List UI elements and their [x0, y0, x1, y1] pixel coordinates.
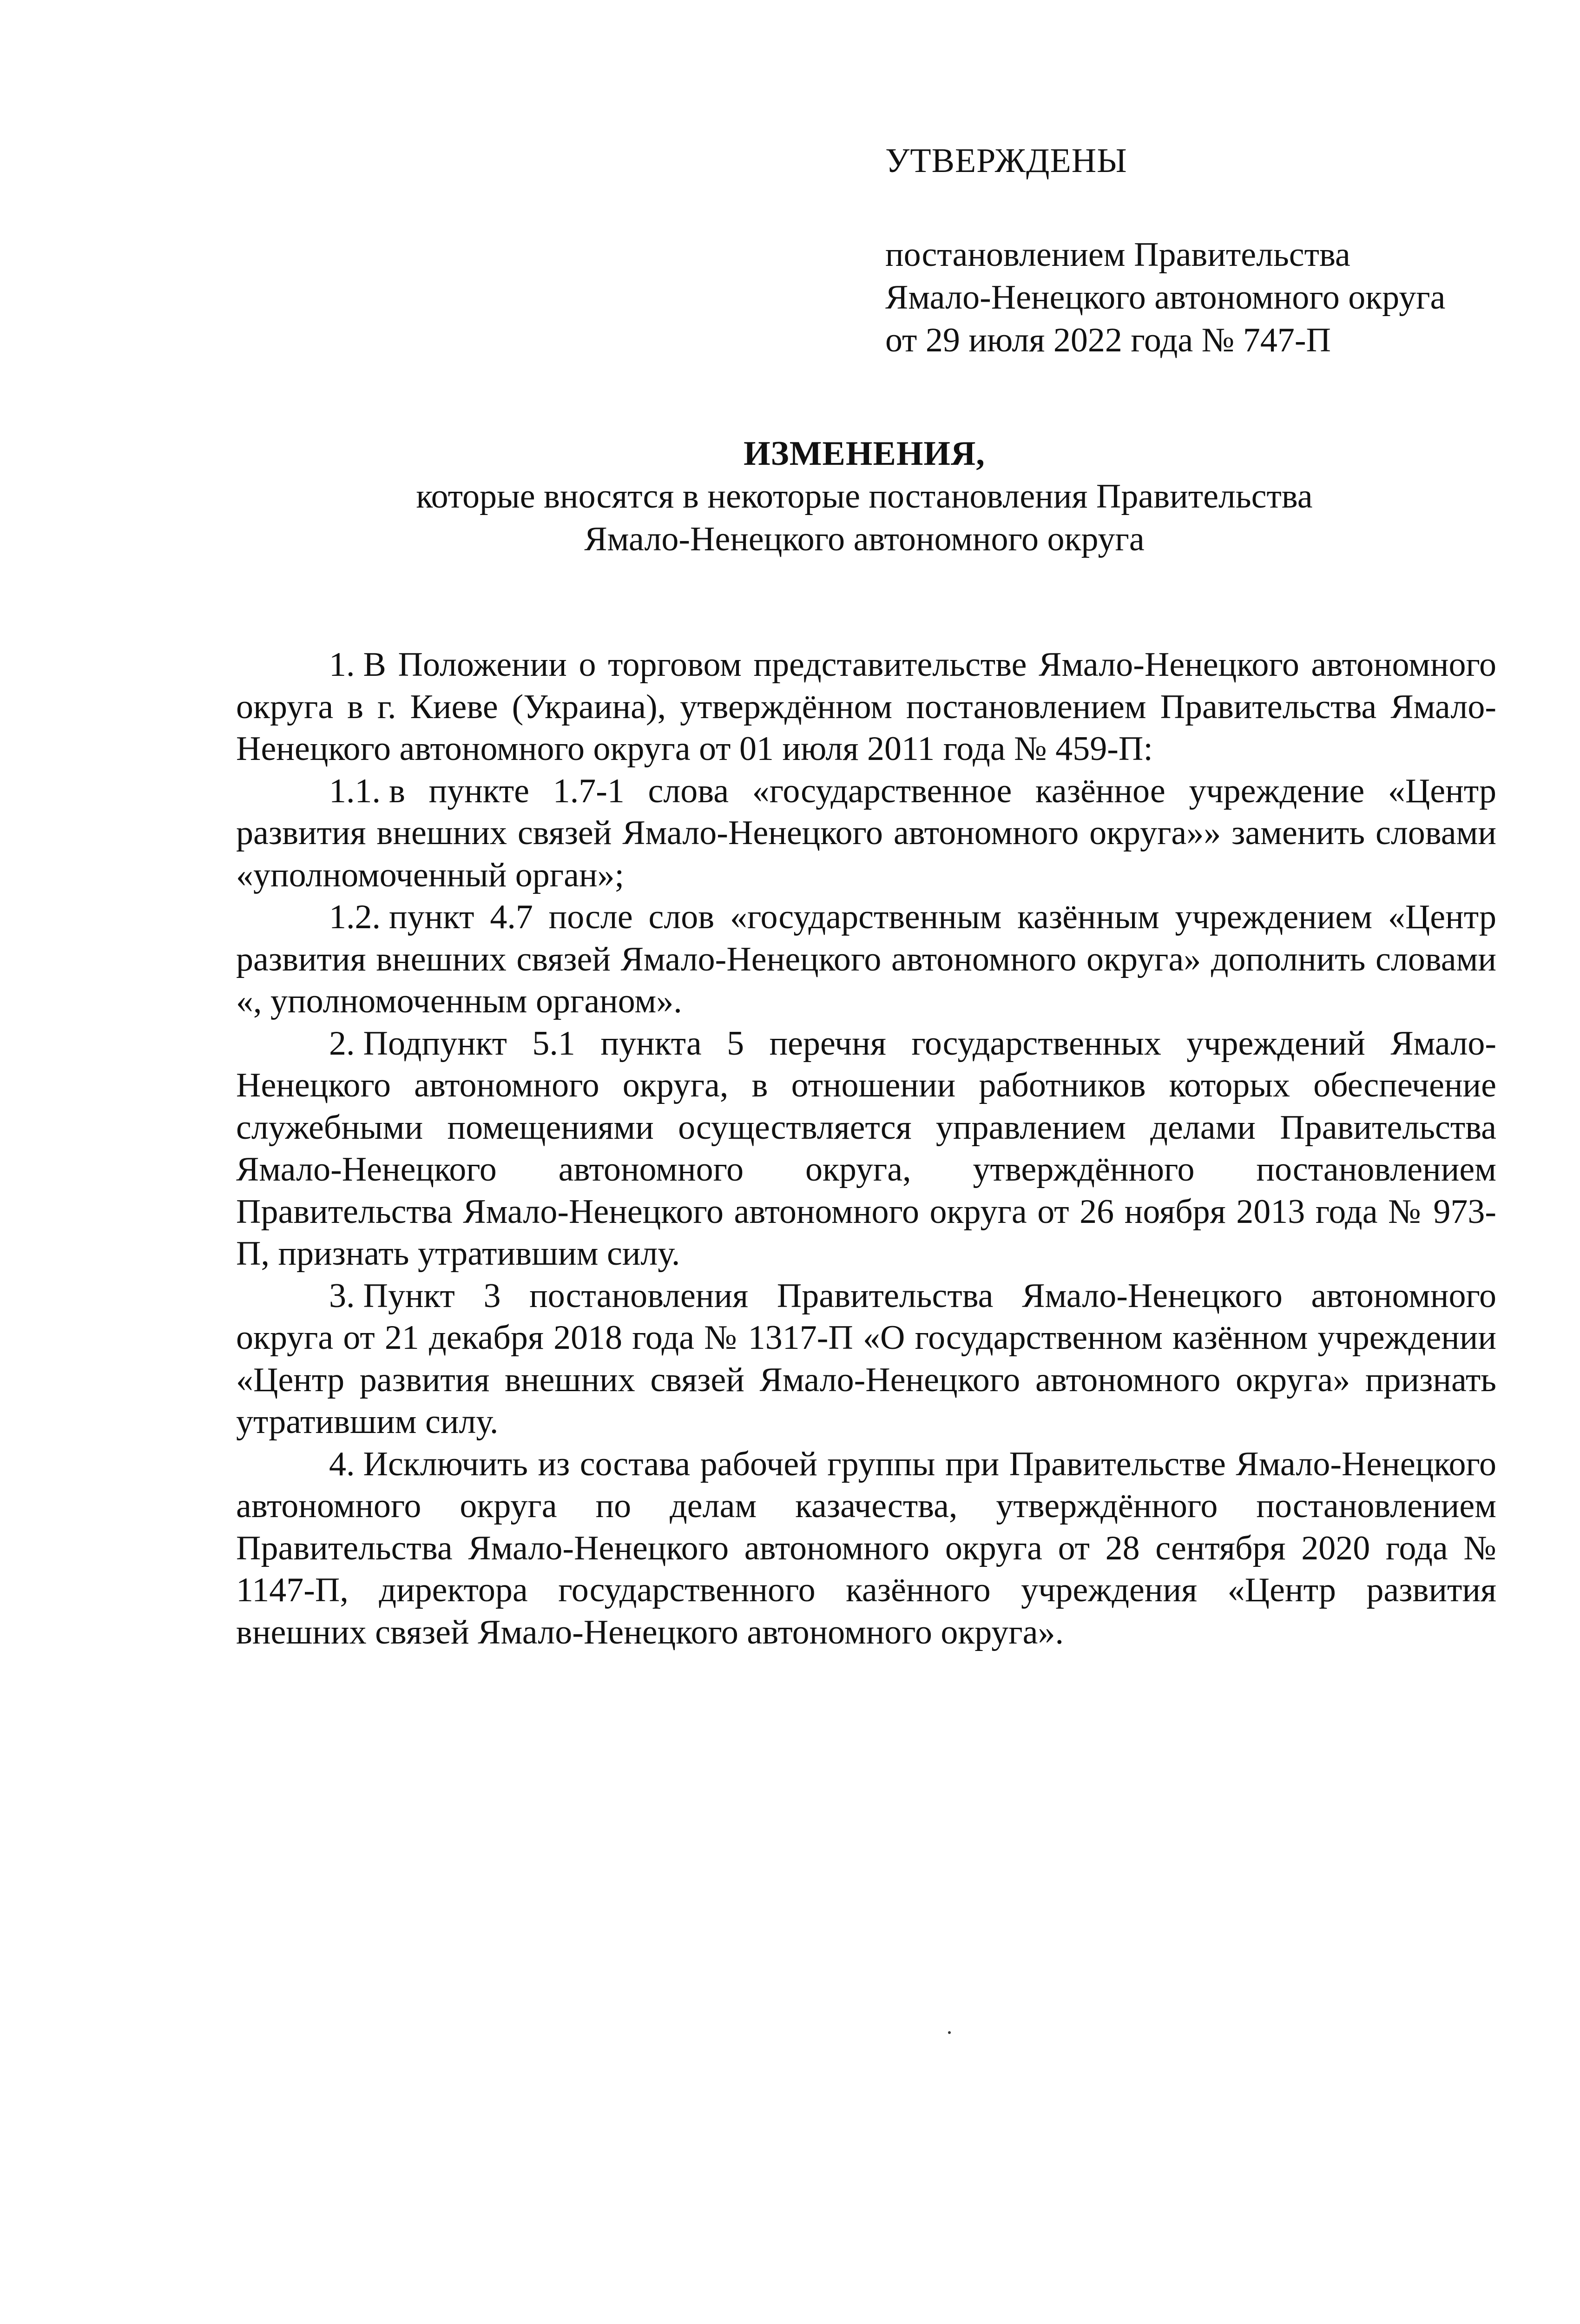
paragraph-text: Пункт 3 постановления Правительства Ямало-Ненецкого автономного округа от 21 декабря 2018 года № 1317-П «О государственном казённом учреждении «Центр развития внешних связей Ямало-Ненецкого автономного округа» признать утратившим силу.	[236, 1276, 1496, 1441]
document-subtitle-line: которые вносятся в некоторые постановления Правительства	[416, 477, 1313, 515]
scan-dot-mark	[948, 2031, 951, 2034]
paragraph-1-2	[236, 896, 1496, 1023]
paragraph-1	[236, 644, 1496, 770]
document-title: ИЗМЕНЕНИЯ,	[744, 435, 985, 473]
document-subtitle-line: Ямало-Ненецкого автономного округа	[584, 520, 1145, 558]
paragraph-number: 3.	[329, 1276, 355, 1315]
paragraph-text: Подпункт 5.1 пункта 5 перечня государственных учреждений Ямало-Ненецкого автономного округа, в отношении работников которых обеспечение служебными помещениями осуществляется управлением делами Правительства Ямало-Ненецкого автономного округа, утверждённого постановлением Правительства Ямало-Ненецкого автономного округа от 26 ноября 2013 года № 973-П, признать утратившим силу.	[236, 1024, 1496, 1273]
paragraph-number: 1.	[329, 646, 355, 684]
approval-title: УТВЕРЖДЕНЫ	[885, 142, 1127, 180]
document-heading	[232, 432, 1496, 561]
paragraph-number: 1.1.	[329, 772, 381, 810]
paragraph-text: В Положении о торговом представительстве Ямало-Ненецкого автономного округа в г. Киеве (Украина), утверждённом постановлением Правительства Ямало-Ненецкого автономного округа от 01 июля 2011 года № 459-П:	[236, 646, 1496, 768]
approval-stamp	[885, 139, 1536, 362]
document-body	[236, 644, 1496, 1653]
paragraph-3	[236, 1275, 1496, 1443]
paragraph-number: 1.2.	[329, 898, 381, 936]
paragraph-1-1	[236, 770, 1496, 897]
paragraph-2	[236, 1023, 1496, 1275]
paragraph-number: 4.	[329, 1445, 355, 1483]
paragraph-text: Исключить из состава рабочей группы при Правительстве Ямало-Ненецкого автономного округа по делам казачества, утверждённого постановлением Правительства Ямало-Ненецкого автономного округа от 28 сентября 2020 года № 1147-П, директора государственного казённого учреждения «Центр развития внешних связей Ямало-Ненецкого автономного округа».	[236, 1445, 1496, 1651]
paragraph-text: в пункте 1.7-1 слова «государственное казённое учреждение «Центр развития внешних связей Ямало-Ненецкого автономного округа»» заменить словами «уполномоченный орган»;	[236, 772, 1496, 894]
approval-line: Ямало-Ненецкого автономного округа	[885, 278, 1446, 317]
paragraph-4	[236, 1443, 1496, 1654]
paragraph-number: 2.	[329, 1024, 355, 1063]
approval-line: постановлением Правительства	[885, 236, 1350, 274]
paragraph-text: пункт 4.7 после слов «государственным казённым учреждением «Центр развития внешних связей Ямало-Ненецкого автономного округа» дополнить словами «, уполномоченным органом».	[236, 898, 1496, 1020]
approval-line: от 29 июля 2022 года № 747-П	[885, 321, 1331, 359]
